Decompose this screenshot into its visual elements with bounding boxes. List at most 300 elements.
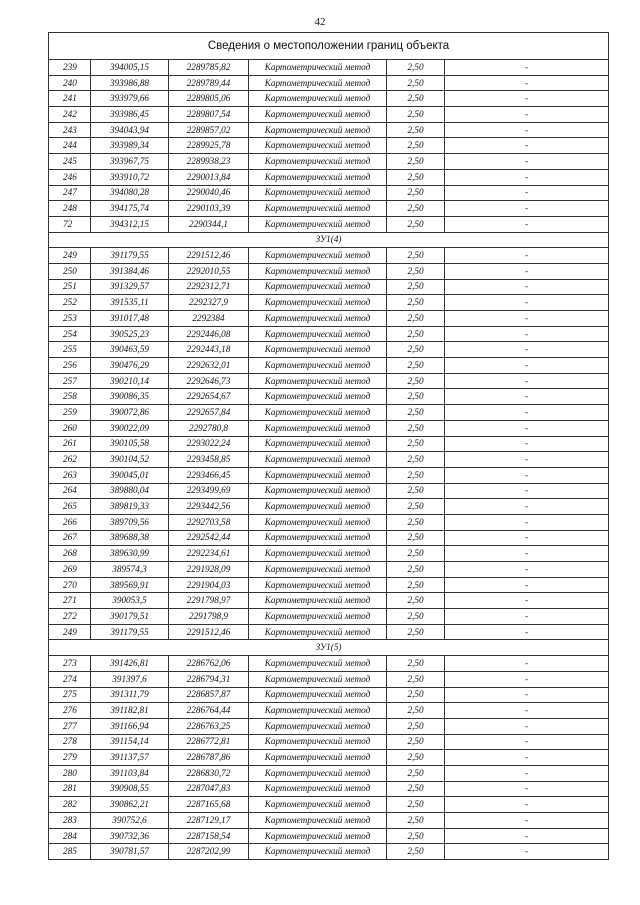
section-header-row — [49, 640, 609, 656]
method-cell: Картометрический метод — [249, 358, 387, 374]
note-cell: - — [445, 326, 609, 342]
y-coordinate-cell: 2292010,55 — [169, 263, 249, 279]
y-coordinate-cell: 2289938,23 — [169, 154, 249, 170]
y-coordinate-cell: 2287047,83 — [169, 781, 249, 797]
x-coordinate-cell: 391154,14 — [91, 734, 169, 750]
accuracy-cell: 2,50 — [387, 420, 445, 436]
method-cell: Картометрический метод — [249, 60, 387, 76]
note-cell: - — [445, 656, 609, 672]
note-cell: - — [445, 185, 609, 201]
point-number-cell: 251 — [49, 279, 91, 295]
table-row — [49, 373, 609, 389]
note-cell: - — [445, 467, 609, 483]
note-cell: - — [445, 781, 609, 797]
x-coordinate-cell: 389880,04 — [91, 483, 169, 499]
y-coordinate-cell: 2287202,99 — [169, 844, 249, 860]
x-coordinate-cell: 393986,88 — [91, 75, 169, 91]
point-number-cell: 259 — [49, 405, 91, 421]
point-number-cell: 257 — [49, 373, 91, 389]
x-coordinate-cell: 390045,01 — [91, 467, 169, 483]
table-row — [49, 734, 609, 750]
accuracy-cell: 2,50 — [387, 75, 445, 91]
accuracy-cell: 2,50 — [387, 781, 445, 797]
y-coordinate-cell: 2286794,31 — [169, 671, 249, 687]
note-cell: - — [445, 358, 609, 374]
table-row — [49, 750, 609, 766]
y-coordinate-cell: 2286764,44 — [169, 703, 249, 719]
table-row — [49, 295, 609, 311]
point-number-cell: 241 — [49, 91, 91, 107]
method-cell: Картометрический метод — [249, 844, 387, 860]
method-cell: Картометрический метод — [249, 452, 387, 468]
point-number-cell: 284 — [49, 828, 91, 844]
note-cell: - — [445, 687, 609, 703]
method-cell: Картометрический метод — [249, 671, 387, 687]
table-row — [49, 122, 609, 138]
table-row — [49, 577, 609, 593]
method-cell: Картометрический метод — [249, 436, 387, 452]
point-number-cell: 245 — [49, 154, 91, 170]
y-coordinate-cell: 2290344,1 — [169, 216, 249, 232]
x-coordinate-cell: 391179,55 — [91, 248, 169, 264]
point-number-cell: 247 — [49, 185, 91, 201]
accuracy-cell: 2,50 — [387, 609, 445, 625]
method-cell: Картометрический метод — [249, 311, 387, 327]
x-coordinate-cell: 391329,57 — [91, 279, 169, 295]
method-cell: Картометрический метод — [249, 530, 387, 546]
point-number-cell: 260 — [49, 420, 91, 436]
table-row — [49, 342, 609, 358]
point-number-cell: 239 — [49, 60, 91, 76]
y-coordinate-cell: 2291928,09 — [169, 562, 249, 578]
accuracy-cell: 2,50 — [387, 562, 445, 578]
note-cell: - — [445, 577, 609, 593]
accuracy-cell: 2,50 — [387, 436, 445, 452]
accuracy-cell: 2,50 — [387, 514, 445, 530]
method-cell: Картометрический метод — [249, 279, 387, 295]
method-cell: Картометрический метод — [249, 781, 387, 797]
x-coordinate-cell: 390732,36 — [91, 828, 169, 844]
table-row — [49, 514, 609, 530]
x-coordinate-cell: 394043,94 — [91, 122, 169, 138]
method-cell: Картометрический метод — [249, 514, 387, 530]
table-row — [49, 326, 609, 342]
x-coordinate-cell: 394312,15 — [91, 216, 169, 232]
accuracy-cell: 2,50 — [387, 91, 445, 107]
accuracy-cell: 2,50 — [387, 624, 445, 640]
point-number-cell: 279 — [49, 750, 91, 766]
point-number-cell: 254 — [49, 326, 91, 342]
accuracy-cell: 2,50 — [387, 216, 445, 232]
table-row — [49, 530, 609, 546]
table-row — [49, 671, 609, 687]
method-cell: Картометрический метод — [249, 185, 387, 201]
table-row — [49, 656, 609, 672]
y-coordinate-cell: 2293022,24 — [169, 436, 249, 452]
note-cell: - — [445, 813, 609, 829]
note-cell: - — [445, 828, 609, 844]
x-coordinate-cell: 391017,48 — [91, 311, 169, 327]
x-coordinate-cell: 393986,45 — [91, 107, 169, 123]
method-cell: Картометрический метод — [249, 577, 387, 593]
method-cell: Картометрический метод — [249, 107, 387, 123]
y-coordinate-cell: 2289925,78 — [169, 138, 249, 154]
x-coordinate-cell: 389688,38 — [91, 530, 169, 546]
accuracy-cell: 2,50 — [387, 671, 445, 687]
point-number-cell: 281 — [49, 781, 91, 797]
table-row — [49, 467, 609, 483]
accuracy-cell: 2,50 — [387, 342, 445, 358]
x-coordinate-cell: 389709,56 — [91, 514, 169, 530]
y-coordinate-cell: 2289807,54 — [169, 107, 249, 123]
note-cell: - — [445, 154, 609, 170]
note-cell: - — [445, 483, 609, 499]
table-row — [49, 499, 609, 515]
point-number-cell: 256 — [49, 358, 91, 374]
accuracy-cell: 2,50 — [387, 154, 445, 170]
method-cell: Картометрический метод — [249, 687, 387, 703]
point-number-cell: 249 — [49, 624, 91, 640]
y-coordinate-cell: 2291798,9 — [169, 609, 249, 625]
y-coordinate-cell: 2290013,84 — [169, 169, 249, 185]
section-header-row — [49, 232, 609, 248]
y-coordinate-cell: 2286772,81 — [169, 734, 249, 750]
point-number-cell: 272 — [49, 609, 91, 625]
point-number-cell: 269 — [49, 562, 91, 578]
point-number-cell: 271 — [49, 593, 91, 609]
note-cell: - — [445, 844, 609, 860]
accuracy-cell: 2,50 — [387, 499, 445, 515]
x-coordinate-cell: 390022,09 — [91, 420, 169, 436]
point-number-cell: 285 — [49, 844, 91, 860]
note-cell: - — [445, 546, 609, 562]
y-coordinate-cell: 2292657,84 — [169, 405, 249, 421]
y-coordinate-cell: 2291512,46 — [169, 624, 249, 640]
table-title: Сведения о местоположении границ объекта — [49, 33, 609, 60]
note-cell: - — [445, 342, 609, 358]
note-cell: - — [445, 514, 609, 530]
accuracy-cell: 2,50 — [387, 546, 445, 562]
table-row — [49, 169, 609, 185]
method-cell: Картометрический метод — [249, 405, 387, 421]
x-coordinate-cell: 394080,28 — [91, 185, 169, 201]
accuracy-cell: 2,50 — [387, 311, 445, 327]
table-row — [49, 358, 609, 374]
x-coordinate-cell: 391311,79 — [91, 687, 169, 703]
y-coordinate-cell: 2292632,01 — [169, 358, 249, 374]
x-coordinate-cell: 390862,21 — [91, 797, 169, 813]
y-coordinate-cell: 2292327,9 — [169, 295, 249, 311]
x-coordinate-cell: 394005,15 — [91, 60, 169, 76]
x-coordinate-cell: 390476,29 — [91, 358, 169, 374]
y-coordinate-cell: 2293442,56 — [169, 499, 249, 515]
page-number: 42 — [314, 16, 326, 28]
accuracy-cell: 2,50 — [387, 577, 445, 593]
method-cell: Картометрический метод — [249, 295, 387, 311]
point-number-cell: 278 — [49, 734, 91, 750]
accuracy-cell: 2,50 — [387, 169, 445, 185]
x-coordinate-cell: 390752,6 — [91, 813, 169, 829]
table-row — [49, 828, 609, 844]
table-row — [49, 138, 609, 154]
x-coordinate-cell: 391103,84 — [91, 765, 169, 781]
accuracy-cell: 2,50 — [387, 797, 445, 813]
accuracy-cell: 2,50 — [387, 593, 445, 609]
point-number-cell: 258 — [49, 389, 91, 405]
y-coordinate-cell: 2292312,71 — [169, 279, 249, 295]
note-cell: - — [445, 373, 609, 389]
y-coordinate-cell: 2287129,17 — [169, 813, 249, 829]
note-cell: - — [445, 593, 609, 609]
accuracy-cell: 2,50 — [387, 389, 445, 405]
table-row — [49, 248, 609, 264]
note-cell: - — [445, 248, 609, 264]
point-number-cell: 252 — [49, 295, 91, 311]
x-coordinate-cell: 390525,23 — [91, 326, 169, 342]
point-number-cell: 268 — [49, 546, 91, 562]
table-row — [49, 311, 609, 327]
method-cell: Картометрический метод — [249, 75, 387, 91]
x-coordinate-cell: 391535,11 — [91, 295, 169, 311]
method-cell: Картометрический метод — [249, 342, 387, 358]
accuracy-cell: 2,50 — [387, 201, 445, 217]
y-coordinate-cell: 2291904,03 — [169, 577, 249, 593]
y-coordinate-cell: 2292542,44 — [169, 530, 249, 546]
method-cell: Картометрический метод — [249, 656, 387, 672]
note-cell: - — [445, 60, 609, 76]
note-cell: - — [445, 499, 609, 515]
note-cell: - — [445, 718, 609, 734]
x-coordinate-cell: 391137,57 — [91, 750, 169, 766]
point-number-cell: 250 — [49, 263, 91, 279]
x-coordinate-cell: 391384,46 — [91, 263, 169, 279]
note-cell: - — [445, 216, 609, 232]
table-row — [49, 201, 609, 217]
section-label: ЗУ1(4) — [49, 232, 609, 248]
method-cell: Картометрический метод — [249, 750, 387, 766]
method-cell: Картометрический метод — [249, 499, 387, 515]
point-number-cell: 244 — [49, 138, 91, 154]
accuracy-cell: 2,50 — [387, 248, 445, 264]
x-coordinate-cell: 390105,58 — [91, 436, 169, 452]
note-cell: - — [445, 765, 609, 781]
note-cell: - — [445, 420, 609, 436]
note-cell: - — [445, 405, 609, 421]
accuracy-cell: 2,50 — [387, 718, 445, 734]
accuracy-cell: 2,50 — [387, 405, 445, 421]
table-row — [49, 765, 609, 781]
point-number-cell: 255 — [49, 342, 91, 358]
method-cell: Картометрический метод — [249, 609, 387, 625]
method-cell: Картометрический метод — [249, 467, 387, 483]
point-number-cell: 270 — [49, 577, 91, 593]
method-cell: Картометрический метод — [249, 91, 387, 107]
note-cell: - — [445, 263, 609, 279]
y-coordinate-cell: 2293458,85 — [169, 452, 249, 468]
table-row — [49, 185, 609, 201]
method-cell: Картометрический метод — [249, 765, 387, 781]
method-cell: Картометрический метод — [249, 703, 387, 719]
table-row — [49, 813, 609, 829]
x-coordinate-cell: 393910,72 — [91, 169, 169, 185]
table-row — [49, 546, 609, 562]
y-coordinate-cell: 2286830,72 — [169, 765, 249, 781]
table-row — [49, 107, 609, 123]
note-cell: - — [445, 436, 609, 452]
method-cell: Картометрический метод — [249, 546, 387, 562]
accuracy-cell: 2,50 — [387, 373, 445, 389]
x-coordinate-cell: 391182,81 — [91, 703, 169, 719]
point-number-cell: 267 — [49, 530, 91, 546]
y-coordinate-cell: 2286763,25 — [169, 718, 249, 734]
point-number-cell: 280 — [49, 765, 91, 781]
accuracy-cell: 2,50 — [387, 656, 445, 672]
note-cell: - — [445, 122, 609, 138]
note-cell: - — [445, 389, 609, 405]
y-coordinate-cell: 2292646,73 — [169, 373, 249, 389]
method-cell: Картометрический метод — [249, 562, 387, 578]
table-row — [49, 436, 609, 452]
point-number-cell: 242 — [49, 107, 91, 123]
y-coordinate-cell: 2292703,58 — [169, 514, 249, 530]
accuracy-cell: 2,50 — [387, 734, 445, 750]
y-coordinate-cell: 2287158,54 — [169, 828, 249, 844]
point-number-cell: 277 — [49, 718, 91, 734]
point-number-cell: 253 — [49, 311, 91, 327]
y-coordinate-cell: 2289805,06 — [169, 91, 249, 107]
point-number-cell: 246 — [49, 169, 91, 185]
x-coordinate-cell: 390104,52 — [91, 452, 169, 468]
y-coordinate-cell: 2289785,82 — [169, 60, 249, 76]
method-cell: Картометрический метод — [249, 828, 387, 844]
point-number-cell: 243 — [49, 122, 91, 138]
table-row — [49, 718, 609, 734]
point-number-cell: 266 — [49, 514, 91, 530]
table-row — [49, 60, 609, 76]
note-cell: - — [445, 201, 609, 217]
y-coordinate-cell: 2286857,87 — [169, 687, 249, 703]
x-coordinate-cell: 390908,55 — [91, 781, 169, 797]
x-coordinate-cell: 389630,99 — [91, 546, 169, 562]
point-number-cell: 265 — [49, 499, 91, 515]
accuracy-cell: 2,50 — [387, 279, 445, 295]
note-cell: - — [445, 734, 609, 750]
table-row — [49, 844, 609, 860]
x-coordinate-cell: 390179,51 — [91, 609, 169, 625]
x-coordinate-cell: 394175,74 — [91, 201, 169, 217]
y-coordinate-cell: 2286762,06 — [169, 656, 249, 672]
method-cell: Картометрический метод — [249, 263, 387, 279]
note-cell: - — [445, 609, 609, 625]
table-row — [49, 389, 609, 405]
method-cell: Картометрический метод — [249, 138, 387, 154]
y-coordinate-cell: 2290040,46 — [169, 185, 249, 201]
method-cell: Картометрический метод — [249, 216, 387, 232]
point-number-cell: 276 — [49, 703, 91, 719]
accuracy-cell: 2,50 — [387, 358, 445, 374]
table-row — [49, 797, 609, 813]
table-row — [49, 75, 609, 91]
y-coordinate-cell: 2292654,67 — [169, 389, 249, 405]
method-cell: Картометрический метод — [249, 593, 387, 609]
y-coordinate-cell: 2287165,68 — [169, 797, 249, 813]
point-number-cell: 264 — [49, 483, 91, 499]
section-label: ЗУ1(5) — [49, 640, 609, 656]
table-row — [49, 483, 609, 499]
y-coordinate-cell: 2289789,44 — [169, 75, 249, 91]
note-cell: - — [445, 452, 609, 468]
method-cell: Картометрический метод — [249, 389, 387, 405]
method-cell: Картометрический метод — [249, 718, 387, 734]
table-row — [49, 781, 609, 797]
table-row — [49, 703, 609, 719]
method-cell: Картометрический метод — [249, 373, 387, 389]
x-coordinate-cell: 390086,35 — [91, 389, 169, 405]
point-number-cell: 275 — [49, 687, 91, 703]
note-cell: - — [445, 279, 609, 295]
x-coordinate-cell: 391179,55 — [91, 624, 169, 640]
point-number-cell: 240 — [49, 75, 91, 91]
method-cell: Картометрический метод — [249, 326, 387, 342]
x-coordinate-cell: 393989,34 — [91, 138, 169, 154]
point-number-cell: 282 — [49, 797, 91, 813]
method-cell: Картометрический метод — [249, 420, 387, 436]
y-coordinate-cell: 2292446,08 — [169, 326, 249, 342]
note-cell: - — [445, 75, 609, 91]
table-row — [49, 562, 609, 578]
method-cell: Картометрический метод — [249, 624, 387, 640]
y-coordinate-cell: 2293499,69 — [169, 483, 249, 499]
method-cell: Картометрический метод — [249, 813, 387, 829]
note-cell: - — [445, 703, 609, 719]
table-row — [49, 154, 609, 170]
note-cell: - — [445, 107, 609, 123]
note-cell: - — [445, 671, 609, 687]
y-coordinate-cell: 2286787,86 — [169, 750, 249, 766]
point-number-cell: 263 — [49, 467, 91, 483]
table-row — [49, 216, 609, 232]
method-cell: Картометрический метод — [249, 201, 387, 217]
table-row — [49, 405, 609, 421]
x-coordinate-cell: 390072,86 — [91, 405, 169, 421]
note-cell: - — [445, 797, 609, 813]
x-coordinate-cell: 391426,81 — [91, 656, 169, 672]
y-coordinate-cell: 2292384 — [169, 311, 249, 327]
accuracy-cell: 2,50 — [387, 765, 445, 781]
table-row — [49, 687, 609, 703]
table-row — [49, 91, 609, 107]
table-row — [49, 624, 609, 640]
x-coordinate-cell: 389574,3 — [91, 562, 169, 578]
accuracy-cell: 2,50 — [387, 263, 445, 279]
note-cell: - — [445, 624, 609, 640]
x-coordinate-cell: 389569,91 — [91, 577, 169, 593]
x-coordinate-cell: 393967,75 — [91, 154, 169, 170]
y-coordinate-cell: 2292780,8 — [169, 420, 249, 436]
accuracy-cell: 2,50 — [387, 467, 445, 483]
x-coordinate-cell: 389819,33 — [91, 499, 169, 515]
table-row — [49, 279, 609, 295]
point-number-cell: 274 — [49, 671, 91, 687]
table-row — [49, 452, 609, 468]
method-cell: Картометрический метод — [249, 122, 387, 138]
boundary-table — [48, 32, 609, 860]
y-coordinate-cell: 2290103,39 — [169, 201, 249, 217]
point-number-cell: 72 — [49, 216, 91, 232]
point-number-cell: 249 — [49, 248, 91, 264]
accuracy-cell: 2,50 — [387, 483, 445, 499]
method-cell: Картометрический метод — [249, 248, 387, 264]
